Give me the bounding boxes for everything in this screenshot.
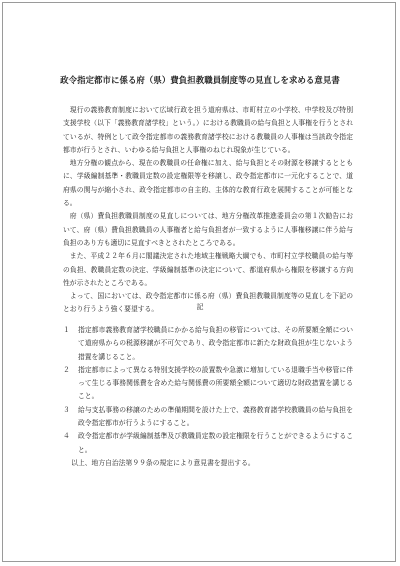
- body-paragraph: よって、国においては、政令指定都市に係る府（県）費負担教職員制度等の見直しを下記のとおり行うよう強く要望する。: [63, 292, 353, 314]
- item-text: 指定都市義務教育諸学校職員にかかる給与負担の移管については、その所要額全額について道府県からの税源移譲が不可欠であり、政令指定都市に新たな財政負担が生じないよう措置を講じること。: [78, 326, 353, 361]
- body-paragraph: 地方分権の観点から、現在の教職員の任命権に加え、給与負担とその財源を移譲するとともに、学級編制基準・教職員定数の設定権限等を移譲し、政令指定都市に一元化することで、道府県の関与が縮小され、政令指定都市の自主的、主体的な教育行政を展開することが可能となる。: [63, 159, 353, 208]
- item-number: ４: [63, 432, 70, 441]
- document-page: [2, 2, 396, 562]
- item-list: [63, 324, 353, 470]
- body-paragraph: また、平成２２年６月に閣議決定された地域主権戦略大綱でも、市町村立学校職員の給与等の負担、教職員定数の決定、学級編制基準の決定について、都道府県から権限を移譲する方向性が示されたところである。: [63, 252, 353, 287]
- ki-heading: 記: [196, 303, 204, 311]
- closing-statement: 以上、地方自治法第９９条の規定により意見書を提出する。: [71, 458, 255, 467]
- list-item: [63, 404, 353, 431]
- list-item: [63, 364, 353, 404]
- list-item: [63, 430, 353, 457]
- document-title: 政令指定都市に係る府（県）費負担教職員制度等の見直しを求める意見書: [60, 75, 340, 85]
- item-text: 指定都市によって異なる特別支援学校の設置数や急激に増加している退職手当や移管に伴って生じる事務関係費を含めた給与関係費の所要額全額について適切な財政措置を講じること。: [78, 365, 353, 401]
- body-paragraph: 現行の義務教育制度において広域行政を担う道府県は、市町村立の小学校、中学校及び特別支援学校（以下「義務教育諸学校」という。）における教職員の給与負担と人事権を行うとされているが、特例として政令指定都市の義務教育諸学校における教職員の人事権は当該政令指定都市が行うとされ、いわゆる給与負担と人事権のねじれ現象が生じている。: [63, 106, 353, 154]
- body-paragraph: 府（県）費負担教職員制度の見直しについては、地方分権改革推進委員会の第１次勧告において、府（県）費負担教職員の人事権者と給与負担者が一致するように人事権移譲に伴う給与負担のあり方も適切に見直すべきとされたところである。: [63, 212, 353, 247]
- list-item: [63, 324, 353, 364]
- item-number: １: [63, 326, 70, 334]
- item-text: 政令指定都市が学級編制基準及び教職員定数の設定権限を行うことができるようにすること。: [78, 432, 353, 454]
- item-number: ３: [63, 405, 70, 414]
- item-text: 給与支払事務の移譲のための準備期間を設けた上で、義務教育諸学校教職員の給与負担を政令指定都市が行うようにすること。: [78, 405, 353, 428]
- item-number: ２: [63, 365, 70, 374]
- document-body: [63, 104, 353, 317]
